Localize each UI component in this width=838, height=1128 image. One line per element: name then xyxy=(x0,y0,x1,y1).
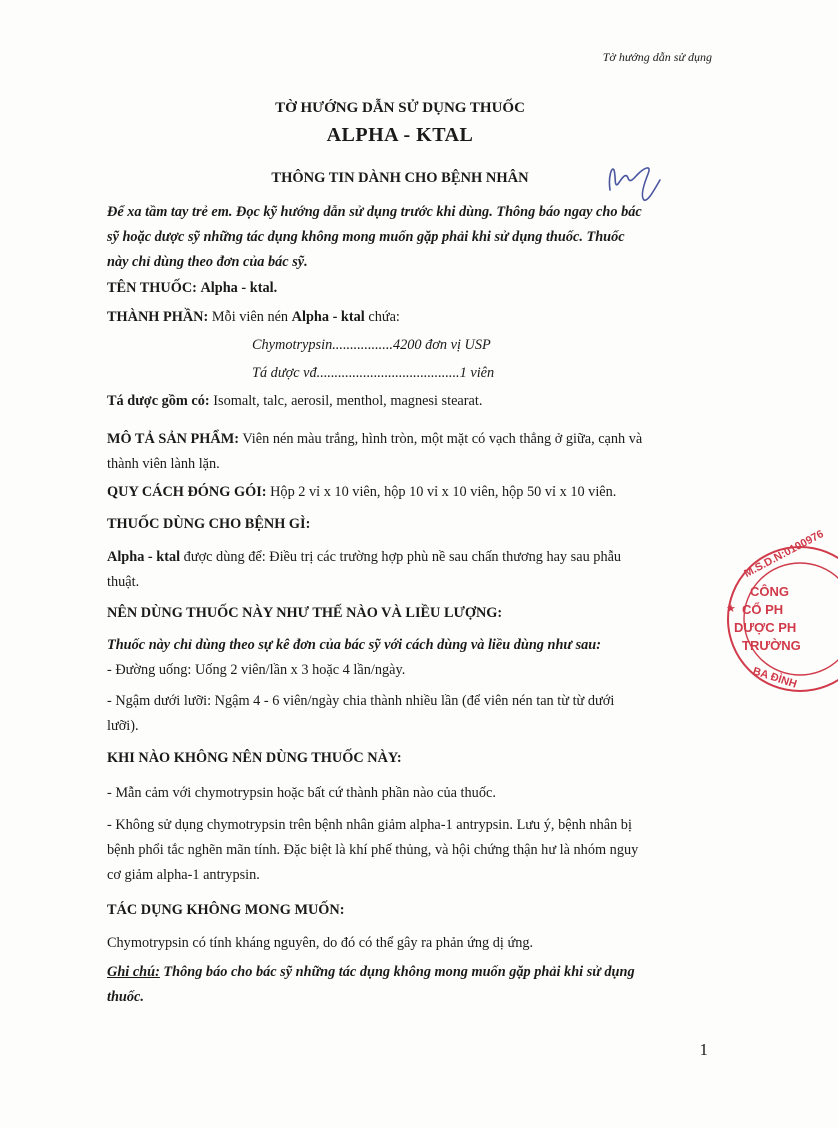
audience-title: THÔNG TIN DÀNH CHO BỆNH NHÂN xyxy=(271,170,529,186)
indication-block xyxy=(107,545,719,595)
excipients-value: Isomalt, talc, aerosil, menthol, magnesi stearat. xyxy=(213,393,483,409)
dosage-line: - Ngậm dưới lưỡi: Ngậm 4 - 6 viên/ngày chia thành nhiều lần (để viên nén tan từ từ dưới xyxy=(107,693,615,709)
stamp-ring-top: M.S.D.N:0100976 xyxy=(742,528,826,580)
drug-name-value: Alpha - ktal. xyxy=(200,280,278,296)
company-stamp xyxy=(718,528,838,694)
svg-text:★: ★ xyxy=(726,603,736,615)
warning-block xyxy=(107,200,719,275)
packaging-value: Hộp 2 vỉ x 10 viên, hộp 10 vỉ x 10 viên, hộp 50 vỉ x 10 viên. xyxy=(270,484,617,500)
composition-active: Chymotrypsin.................4200 đơn vị USP xyxy=(252,337,491,353)
warning-line: sỹ hoặc dược sỹ những tác dụng không mong muốn gặp phải khi sử dụng thuốc. Thuốc xyxy=(107,229,625,245)
contraindication-item: - Mẫn cảm với chymotrypsin hoặc bất cứ thành phần nào của thuốc. xyxy=(107,785,496,801)
stamp-text: CÔNG xyxy=(750,584,789,599)
composition-intro: Mỗi viên nén xyxy=(211,309,289,325)
contraindication-item xyxy=(107,813,719,888)
product-title: ALPHA - KTAL xyxy=(326,124,474,146)
warning-line: Để xa tầm tay trẻ em. Đọc kỹ hướng dẫn sử dụng trước khi dùng. Thông báo ngay cho bác xyxy=(107,204,642,220)
indication-text: thuật. xyxy=(107,574,140,590)
excipients-row xyxy=(107,393,482,410)
dosage-heading: NÊN DÙNG THUỐC NÀY NHƯ THẾ NÀO VÀ LIỀU LƯỢNG: xyxy=(107,605,503,621)
composition-intro-end: chứa: xyxy=(368,309,400,325)
page-number: 1 xyxy=(699,1040,708,1059)
composition-row xyxy=(107,309,400,326)
stamp-text: TRƯỜNG xyxy=(742,638,801,653)
warning-line: này chỉ dùng theo đơn của bác sỹ. xyxy=(107,254,308,270)
contraindication-line: - Không sử dụng chymotrypsin trên bệnh nhân giảm alpha-1 antrypsin. Lưu ý, bệnh nhân bị xyxy=(107,817,632,833)
stamp-text: DƯỢC PH xyxy=(734,620,797,635)
contraindication-line: cơ giảm alpha-1 antrypsin. xyxy=(107,867,260,883)
side-effects-note xyxy=(107,960,719,1010)
composition-excipient: Tá dược vđ........................................1 viên xyxy=(252,365,495,381)
note-text: thuốc. xyxy=(107,989,144,1005)
dosage-line: lưỡi). xyxy=(107,718,139,734)
document-type-title: TỜ HƯỚNG DẪN SỬ DỤNG THUỐC xyxy=(275,100,525,116)
packaging-row xyxy=(107,484,616,501)
excipients-label: Tá dược gồm có: xyxy=(107,393,210,409)
dosage-intro: Thuốc này chỉ dùng theo sự kê đơn của bác sỹ với cách dùng và liều dùng như sau: xyxy=(107,637,601,653)
composition-label: THÀNH PHẦN: xyxy=(107,309,209,325)
drug-name-label: TÊN THUỐC: xyxy=(107,280,197,296)
indication-text: được dùng để: Điều trị các trường hợp phù nề sau chấn thương hay sau phẫu xyxy=(183,549,622,565)
contraindications-heading: KHI NÀO KHÔNG NÊN DÙNG THUỐC NÀY: xyxy=(107,750,402,766)
stamp-ring-icon xyxy=(718,544,838,694)
stamp-ring-bottom: BA ĐÌNH xyxy=(751,665,799,691)
drug-name-row xyxy=(107,280,277,297)
description-block xyxy=(107,427,719,477)
indication-product: Alpha - ktal xyxy=(107,549,181,565)
header-note: Tờ hướng dẫn sử dụng xyxy=(602,50,712,64)
description-text: Viên nén màu trắng, hình tròn, một mặt có vạch thẳng ở giữa, cạnh và xyxy=(242,431,643,447)
description-label: MÔ TẢ SẢN PHẨM: xyxy=(107,431,239,447)
contraindication-line: bệnh phổi tắc nghẽn mãn tính. Đặc biệt là khí phế thủng, và hội chứng thận hư là nhóm nguy xyxy=(107,842,639,858)
note-label: Ghi chú: xyxy=(107,964,160,980)
signature-mark xyxy=(604,160,668,204)
composition-product: Alpha - ktal xyxy=(291,309,365,325)
packaging-label: QUY CÁCH ĐÓNG GÓI: xyxy=(107,484,267,500)
dosage-sublingual xyxy=(107,689,719,739)
side-effects-heading: TÁC DỤNG KHÔNG MONG MUỐN: xyxy=(107,902,345,918)
description-text: thành viên lành lặn. xyxy=(107,456,220,472)
stamp-text: CỔ PH xyxy=(742,602,784,617)
note-text: Thông báo cho bác sỹ những tác dụng không mong muốn gặp phải khi sử dụng xyxy=(163,964,635,980)
side-effects-text: Chymotrypsin có tính kháng nguyên, do đó có thể gây ra phản ứng dị ứng. xyxy=(107,935,534,951)
indication-heading: THUỐC DÙNG CHO BỆNH GÌ: xyxy=(107,516,311,532)
dosage-oral: - Đường uống: Uống 2 viên/lần x 3 hoặc 4 lần/ngày. xyxy=(107,662,406,678)
